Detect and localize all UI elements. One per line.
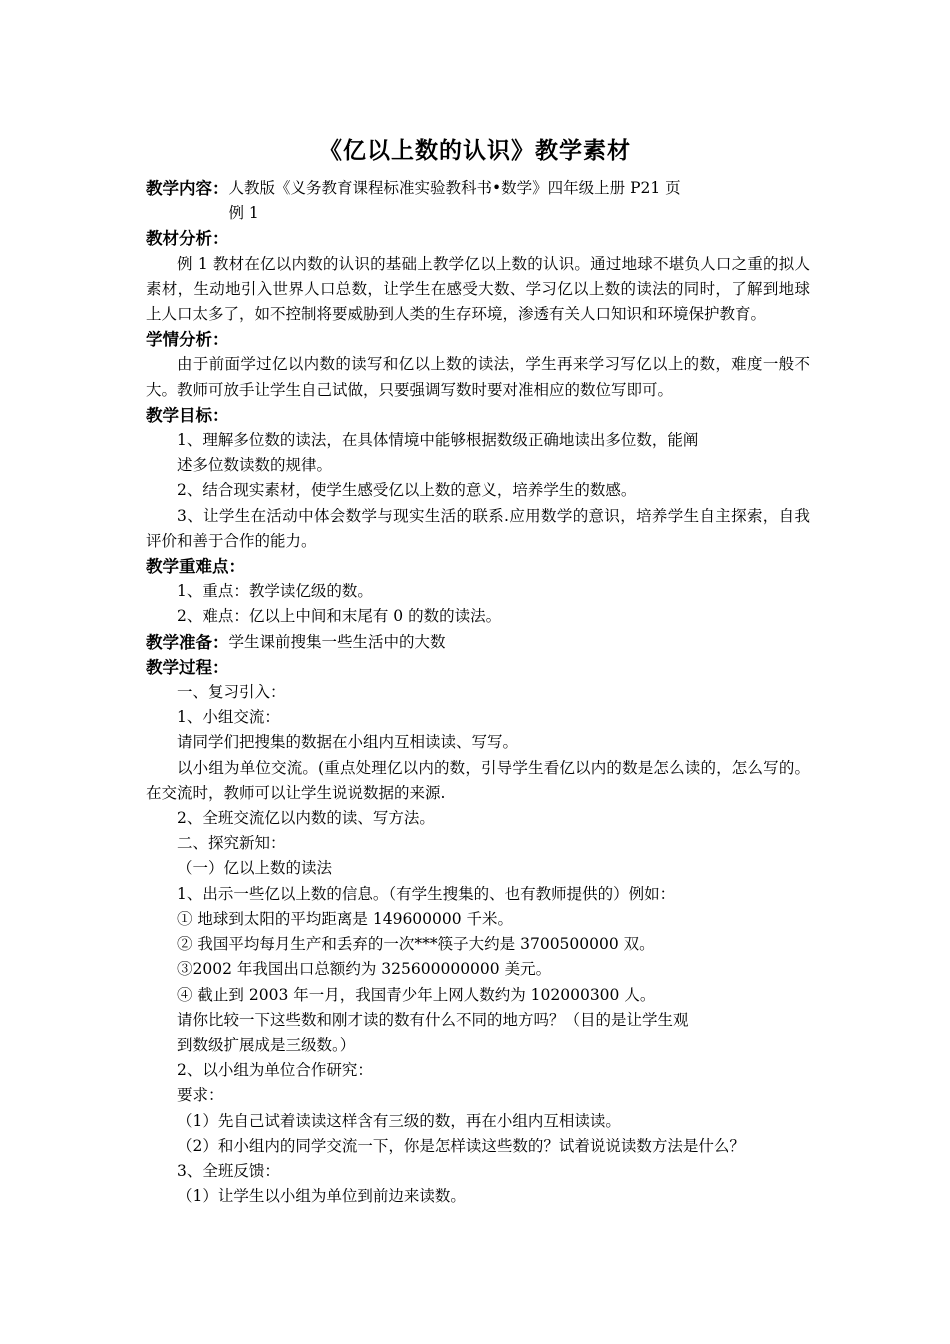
requirement-1: （1）先自己试着读读这样含有三级的数，再在小组内互相读读。: [177, 1111, 621, 1130]
process-heading: 教学过程：: [146, 657, 229, 677]
requirements-label: 要求：: [177, 1086, 224, 1105]
process-class-feedback: 3、全班反馈：: [177, 1161, 280, 1180]
key-points-heading: 教学重难点：: [146, 557, 245, 577]
goal-3: 3、让学生在活动中体会数学与现实生活的联系.应用数学的意识，培养学生自主探索，自我评价和善于合作的能力。: [146, 506, 810, 550]
teaching-content-value: [229, 176, 811, 226]
process-step-explore: 二、探究新知：: [177, 834, 286, 853]
example-2: ② 我国平均每月生产和丢弃的一次***筷子大约是 3700500000 双。: [177, 935, 655, 954]
process-class-exchange: 2、全班交流亿以内数的读、写方法。: [177, 809, 435, 828]
process-step-review: 一、复习引入：: [177, 683, 286, 702]
compare-question-line-1: 请你比较一下这些数和刚才读的数有什么不同的地方吗？（目的是让学生观: [177, 1010, 689, 1029]
example-1: ① 地球到太阳的平均距离是 149600000 千米。: [177, 909, 514, 928]
student-analysis-paragraph: 由于前面学过亿以内数的读写和亿以上数的读法，学生再来学习写亿以上的数，难度一般不大。教师可放手让学生自己试做，只要强调写数时要对准相应的数位写即可。: [146, 355, 810, 399]
process-group-report: 以小组为单位交流。(重点处理亿以内的数，引导学生看亿以内的数是怎么读的，怎么写的。在交流时，教师可以让学生说说数据的来源.: [146, 758, 810, 802]
material-analysis-paragraph: 例 1 教材在亿以内数的认识的基础上教学亿以上数的认识。通过地球不堪负人口之重的拟人素材，生动地引入世界人口总数，让学生在感受大数、学习亿以上数的读法的同时，了解到地球上人口太多了，如不控制将要威胁到人类的生存环境，渗透有关人口知识和环境保护教育。: [146, 254, 810, 324]
preparation-section: [146, 630, 810, 655]
teaching-goals-heading: 教学目标：: [146, 405, 229, 425]
goal-1-line-1: 1、理解多位数的读法，在具体情境中能够根据数级正确地读出多位数，能阐: [177, 431, 699, 450]
goal-1-line-2: 述多位数读数的规律。: [177, 456, 333, 475]
compare-question-line-2: 到数级扩展成是三级数。）: [177, 1035, 356, 1054]
process-group-research: 2、以小组为单位合作研究：: [177, 1061, 373, 1080]
process-subheading-reading: （一）亿以上数的读法: [177, 859, 333, 878]
process-read-write: 请同学们把搜集的数据在小组内互相读读、写写。: [177, 733, 519, 752]
key-point-1: 1、重点：教学读亿级的数。: [177, 582, 373, 601]
preparation-text: 学生课前搜集一些生活中的大数: [228, 632, 446, 651]
example-4: ④ 截止到 2003 年一月，我国青少年上网人数约为 102000300 人。: [177, 985, 656, 1004]
document-body: [146, 176, 810, 1209]
material-analysis-heading: 教材分析：: [146, 229, 229, 249]
process-group-exchange: 1、小组交流：: [177, 708, 280, 727]
process-show-info: 1、出示一些亿以上数的信息。（有学生搜集的、也有教师提供的）例如：: [177, 884, 676, 903]
preparation-label: 教学准备：: [146, 632, 229, 652]
teaching-content-text-2: 例 1: [228, 204, 259, 223]
teaching-content-text-1: 人教版《义务教育课程标准实验教科书•数学》四年级上册 P21 页: [228, 179, 681, 197]
teaching-content-label: 教学内容：: [146, 179, 229, 198]
feedback-1: （1）让学生以小组为单位到前边来读数。: [177, 1187, 466, 1206]
document-title: 《亿以上数的认识》教学素材: [319, 138, 631, 164]
teaching-content-section: [146, 176, 810, 226]
example-3: ③2002 年我国出口总额约为 325600000000 美元。: [177, 960, 552, 979]
goal-2: 2、结合现实素材，使学生感受亿以上数的意义，培养学生的数感。: [177, 481, 637, 500]
student-analysis-heading: 学情分析：: [146, 330, 229, 350]
requirement-2: （2）和小组内的同学交流一下，你是怎样读这些数的？试着说说读数方法是什么？: [177, 1136, 745, 1155]
key-point-2: 2、难点：亿以上中间和末尾有 0 的数的读法。: [177, 607, 502, 626]
